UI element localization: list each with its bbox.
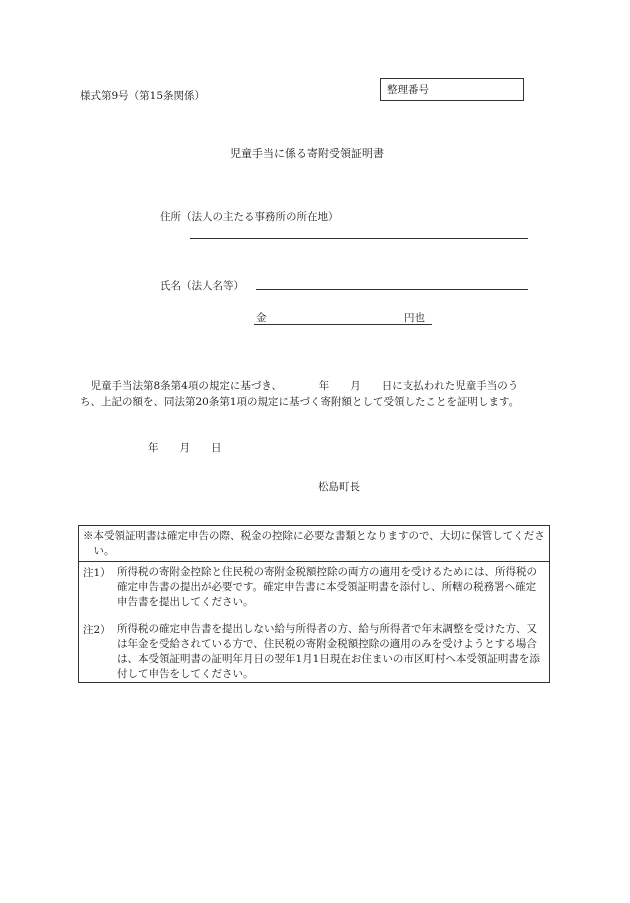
address-label: 住所（法人の主たる事務所の所在地） [160, 211, 339, 223]
form-number: 様式第9号（第15条関係） [80, 90, 206, 102]
note-1-label: 注1） [83, 567, 111, 579]
amount-prefix: 金 [256, 312, 267, 324]
notice-text: ※本受領証明書は確定申告の際、税金の控除に必要な書類となりますので、大切に保管してください。 [83, 530, 545, 557]
amount-suffix: 円也 [404, 312, 425, 324]
notes-box [78, 525, 550, 683]
name-label: 氏名（法人名等） [160, 280, 244, 292]
name-line [256, 289, 528, 290]
reference-number-box [380, 78, 524, 101]
issuer: 松島町長 [318, 481, 360, 493]
note-2-text: 所得税の確定申告書を提出しない給与所得者の方、給与所得者で年末調整を受けた方、又は年金を受給されている方で、住民税の寄附金税額控除の適用のみを受けようとする場合は、本受領証明書の証明年月日の翌年1月1日現在お住まいの市区町村へ本受領証明書を添付して申告をしてください。 [117, 623, 540, 680]
certification-text: 児童手当法第8条第4項の規定に基づき、 年 月 日に支払われた児童手当のうち、上記の額を、同法第20条第1項の規定に基づく寄附額として受領したことを証明します。 [80, 380, 520, 408]
reference-number-label: 整理番号 [387, 84, 429, 96]
address-line [190, 238, 528, 239]
notes-divider [79, 561, 549, 562]
note-2-label: 注2） [83, 624, 111, 636]
note-1-text: 所得税の寄附金控除と住民税の寄附金税額控除の両方の適用を受けるためには、所得税の確定申告書の提出が必要です。確定申告書に本受領証明書を添付し、所轄の税務署へ確定申告書を提出してください。 [117, 566, 537, 608]
document-title: 児童手当に係る寄附受領証明書 [230, 147, 384, 160]
amount-line [254, 324, 432, 325]
date-line: 年 月 日 [148, 442, 222, 454]
